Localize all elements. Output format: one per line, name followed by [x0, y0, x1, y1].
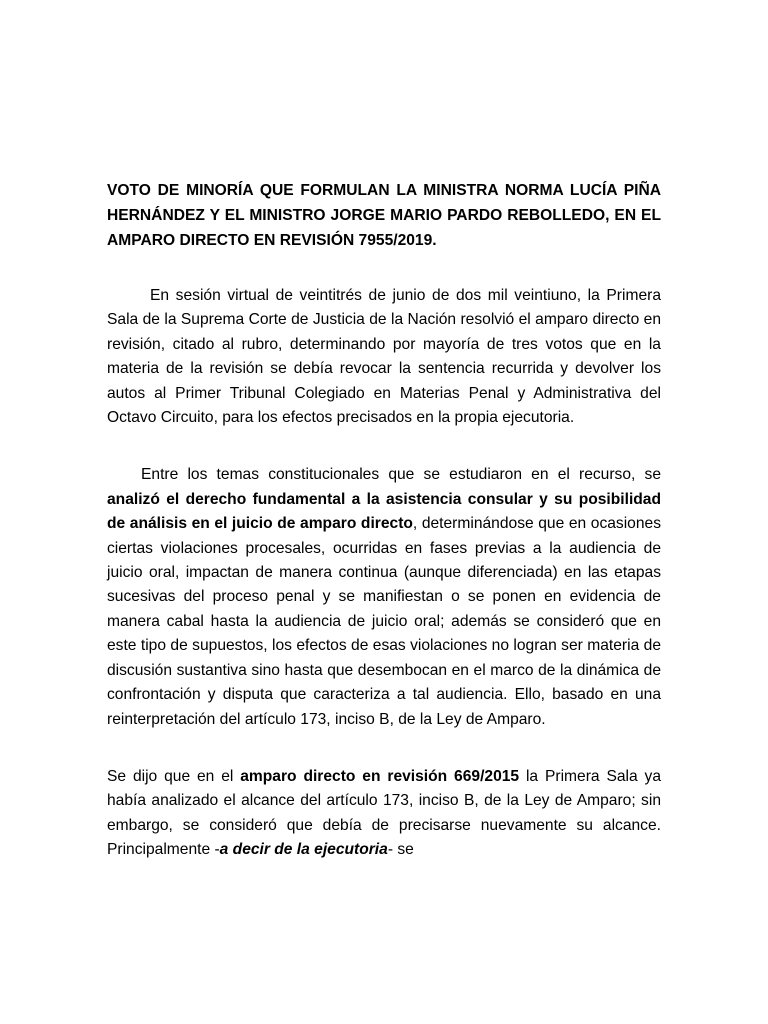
- document-page: [107, 178, 661, 863]
- paragraph-2: [107, 463, 661, 731]
- paragraph-2-text-2: , determinándose que en ocasiones ciertas violaciones procesales, ocurridas en fases previas a la audiencia de juicio oral, impactan de manera continua (aunque diferenciada) en las etapas sucesivas del proceso penal y se manifiestan o se ponen en evidencia de manera cabal hasta la audiencia de juicio oral; además se consideró que en este tipo de supuestos, los efectos de esas violaciones no logran ser materia de discusión sustantiva sino hasta que desembocan en el marco de la dinámica de confrontación y disputa que caracteriza a tal audiencia. Ello, basado en una reinterpretación del artículo 173, inciso B, de la Ley de Amparo.: [107, 515, 661, 728]
- paragraph-3-text-2: la Primera Sala ya había analizado el alcance del artículo 173, inciso B, de la Ley de Amparo; sin embargo, se consideró que debía de precisarse nuevamente su alcance. Principalmente -: [107, 767, 661, 859]
- paragraph-1: En sesión virtual de veintitrés de junio de dos mil veintiuno, la Primera Sala de la Suprema Corte de Justicia de la Nación resolvió el amparo directo en revisión, citado al rubro, determinando por mayoría de tres votos que en la materia de la revisión se debía revocar la sentencia recurrida y devolver los autos al Primer Tribunal Colegiado en Materias Penal y Administrativa del Octavo Circuito, para los efectos precisados en la propia ejecutoria.: [107, 287, 661, 427]
- paragraph-3-text-1: Se dijo que en el: [107, 767, 241, 785]
- paragraph-2-bold: analizó el derecho fundamental a la asistencia consular y su posibilidad de análisis en el juicio de amparo directo: [107, 490, 661, 533]
- paragraph-3-bold: amparo directo en revisión 669/2015: [240, 767, 520, 785]
- paragraph-3: [107, 765, 661, 863]
- paragraph-3-italic: a decir de la ejecutoria: [219, 841, 388, 859]
- document-title: VOTO DE MINORÍA QUE FORMULAN LA MINISTRA NORMA LUCÍA PIÑA HERNÁNDEZ Y EL MINISTRO JORGE MARIO PARDO REBOLLEDO, EN EL AMPARO DIRECTO EN REVISIÓN 7955/2019.: [107, 182, 661, 249]
- paragraph-3-text-3: - se: [387, 841, 414, 859]
- paragraph-2-text-1: Entre los temas constitucionales que se estudiaron en el recurso, se: [141, 466, 661, 484]
